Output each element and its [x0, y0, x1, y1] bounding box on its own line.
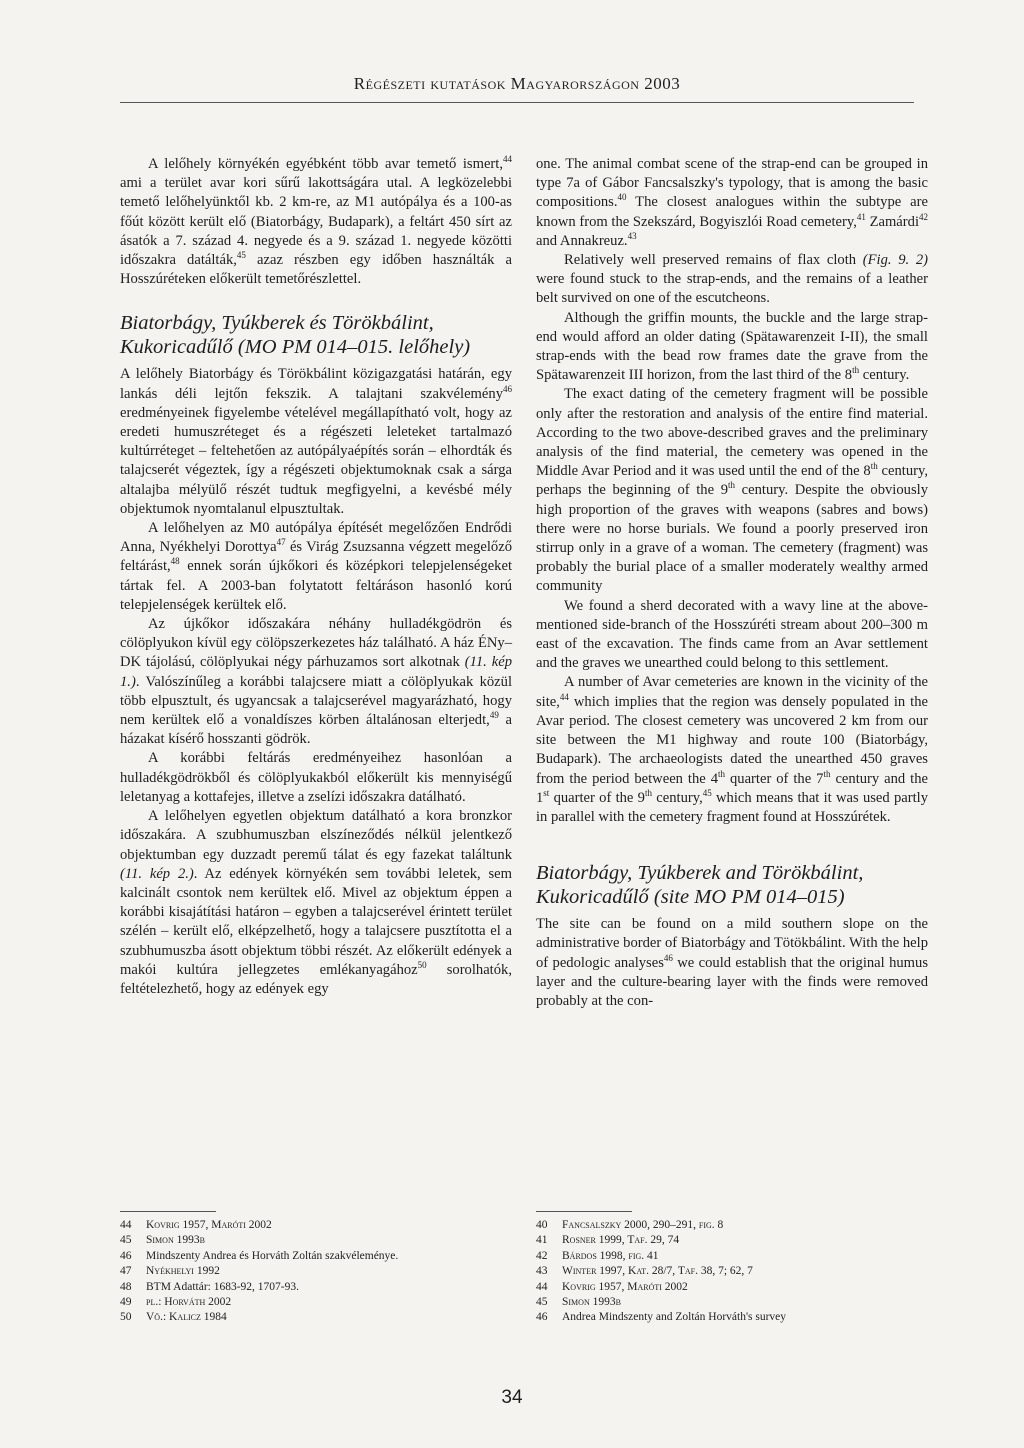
- footnote: 45 Simon 1993b: [536, 1296, 621, 1309]
- page-number: 34: [501, 1387, 523, 1408]
- footnote: 43 Winter 1997, Kat. 28/7, Taf. 38, 7; 62, 7: [536, 1265, 753, 1278]
- left-paragraph-3: A lelőhelyen az M0 autópálya építését megelőzően Endrődi Anna, Nyékhelyi Dorottya$^{47}$ és Virág Zsuzsanna végzett megelőző feltárást,$^{48}$ ennek során újkőkori és középkori telepjelenségeket tártak fel. A 2003-ban folytatott feltáráson hasonló korú telepjelenségek kerültek elő.: [120, 520, 512, 613]
- footnotes-left: [120, 1218, 512, 1326]
- footnote-rule-left: [120, 1211, 216, 1212]
- left-paragraph-6: A lelőhelyen egyetlen objektum datálható a kora bronzkor időszakára. A szubhumuszban elszíneződés nélkül jelentkező objektumban egy duzzadt peremű tálat és egy fazekat találtunk (11. kép 2.). Az edények környékén sem további leletek, sem kalcinált csontok nem kerültek elő. Mivel az objektum éppen a korábbi kisajátítási határon – egyben a talajcserével érintett terület szélén – került elő, elképzelhető, hogy a talajcsere pusztította el a szubhumuszba ásott objektum többi részét. Az előkerült edények a makói kultúra jellegzetes emlékanyagához$^{50}$ sorolhatók, feltételezhető, hogy az edények egy: [120, 808, 512, 997]
- right-column: [536, 155, 928, 1011]
- footnote: 48 BTM Adattár: 1683-92, 1707-93.: [120, 1280, 299, 1293]
- footnote: 50 Vö.: Kalicz 1984: [120, 1311, 227, 1324]
- left-column: [120, 155, 512, 999]
- footnote: 44 Kovrig 1957, Maróti 2002: [536, 1280, 688, 1293]
- left-paragraph-5: A korábbi feltárás eredményeihez hasonlóan a hulladékgödrökből és cölöplyukakból előkerült kis mennyiségű leletanyag a kottafejes, illetve a zselízi időszakra datálható.: [120, 750, 512, 805]
- footnote-rule-right: [536, 1211, 632, 1212]
- footnote: 47 Nyékhelyi 1992: [120, 1265, 220, 1278]
- footnote: 42 Bárdos 1998, fig. 41: [536, 1249, 659, 1262]
- right-paragraph-2: Relatively well preserved remains of flax cloth (Fig. 9. 2) were found stuck to the strap-ends, and the remains of a leather belt survived on one of the escutcheons.: [536, 252, 928, 307]
- left-paragraph-1: A lelőhely környékén egyébként több avar temető ismert,$^{44}$ ami a terület avar kori sűrű lakottságára utal. A legközelebbi temető lelőhelyünktől kb. 2 km-re, az M1 autópálya és a 100-as főút között került elő (Biatorbágy, Budapark), a feltárt 450 sírt az ásatók a 7. század 4. negyede és a 9. század 1. negyede közötti időszakra datálták,$^{45}$ azaz részben egy időben használták a Hosszúréteken előkerült temetőrészlettel.: [120, 154, 512, 288]
- left-paragraph-2: A lelőhely Biatorbágy és Törökbálint közigazgatási határán, egy lankás déli lejtőn fekszik. A talajtani szakvélemény$^{46}$ eredményeinek figyelembe vételével megállapítható volt, hogy az eredeti humuszréteget és a régészeti leleteket tartalmazó kultúrréteget – feltehetően az autópályaépítés során – elhordták és talajcserét végeztek, így a régészeti objektumoknak csak a sárga altalajba mélyülő részét tudtuk megfigyelni, a kevésbé mély objektumok nyomtalanul elpusztultak.: [120, 366, 512, 517]
- footnote: 46 Mindszenty Andrea és Horváth Zoltán szakvéleménye.: [120, 1249, 399, 1262]
- header-rule: [120, 102, 914, 103]
- footnote: 46 Andrea Mindszenty and Zoltán Horváth's survey: [536, 1311, 787, 1324]
- running-header: [120, 74, 914, 94]
- left-paragraph-4: Az újkőkor időszakára néhány hulladékgödrön és cölöplyukon kívül egy cölöpszerkezetes ház található. A ház ÉNy–DK tájolású, cölöplyukai négy párhuzamos sort alkotnak (11. kép 1.). Valószínűleg a korábbi talajcsere miatt a cölöplyukak közül több elpusztult, és ugyancsak a talajcserével magyarázható, hogy nem kerültek elő a vonaldíszes körben általánosan elterjedt,$^{49}$ a házakat kísérő hosszanti gödrök.: [120, 616, 512, 748]
- right-paragraph-7: The site can be found on a mild southern slope on the administrative border of Biatorbágy and Tötökbálint. With the help of pedologic analyses$^{46}$ we could establish that the original humus layer and the culture-bearing layer with the finds were removed probably at the con-: [536, 916, 928, 1009]
- right-paragraph-3: Although the griffin mounts, the buckle and the large strap-end would afford an older dating (Spätawarenzeit I-II), the small strap-ends with the bead row frames date the grave from the Spätawarenzeit III horizon, from the last third of the 8th century.: [536, 309, 928, 384]
- right-section-heading: Biatorbágy, Tyúkberek and Törökbálint, Kukoricadűlő (site MO PM 014–015): [536, 862, 864, 909]
- running-header-title: Régészeti kutatások Magyarországon 2003: [353, 74, 681, 93]
- footnote: 49 pl.: Horváth 2002: [120, 1296, 232, 1309]
- footnote: 44 Kovrig 1957, Maróti 2002: [120, 1219, 272, 1231]
- right-paragraph-4: The exact dating of the cemetery fragment will be possible only after the restoration and analysis of the entire find material. According to the two above-described graves and the preliminary analysis of the find material, the cemetery was opened in the Middle Avar Period and it was used until the end of the 8th century, perhaps the beginning of the 9th century. Despite the obviously high proportion of the graves with weapons (sabres and bows) there were no horse burials. We found a poorly preserved iron stirrup only in a grave of a woman. The cemetery (fragment) was probably the burial place of a smaller moderately wealthy armed community: [536, 386, 929, 595]
- right-paragraph-5: We found a sherd decorated with a wavy line at the above-mentioned side-branch of the Hosszúréti stream about 200–300 m east of the excavation. The finds came from an Avar settlement and the graves we unearthed could belong to this settlement.: [536, 597, 928, 672]
- footnote: 41 Rosner 1999, Taf. 29, 74: [536, 1234, 680, 1247]
- left-section-heading: Biatorbágy, Tyúkberek és Törökbálint, Kukoricadűlő (MO PM 014–015. lelőhely): [120, 312, 471, 359]
- footnote: 40 Fancsalszky 2000, 290–291, fig. 8: [536, 1219, 724, 1231]
- footnotes-right: [536, 1218, 928, 1326]
- right-paragraph-6: A number of Avar cemeteries are known in the vicinity of the site,$^{44}$ which implies that the region was densely populated in the Avar period. The closest cemetery was uncovered 2 km from our site between the M1 highway and route 100 (Biatorbágy, Budapark). The archaeologists dated the unearthed 450 graves from the period between the 4th quarter of the 7th century and the 1st quarter of the 9th century,$^{45}$ which means that it was used partly in parallel with the cemetery fragment found at Hosszúrétek.: [536, 674, 929, 825]
- footnote: 45 Simon 1993b: [120, 1234, 205, 1247]
- right-paragraph-1: one. The animal combat scene of the strap-end can be grouped in type 7a of Gábor Fancsalszky's typology, that is among the basic compositions.$^{40}$ The closest analogues within the subtype are known from the Szekszárd, Bogyiszlói Road cemetery,$^{41}$ Zamárdi$^{42}$ and Annakreuz.$^{43}$: [536, 156, 928, 249]
